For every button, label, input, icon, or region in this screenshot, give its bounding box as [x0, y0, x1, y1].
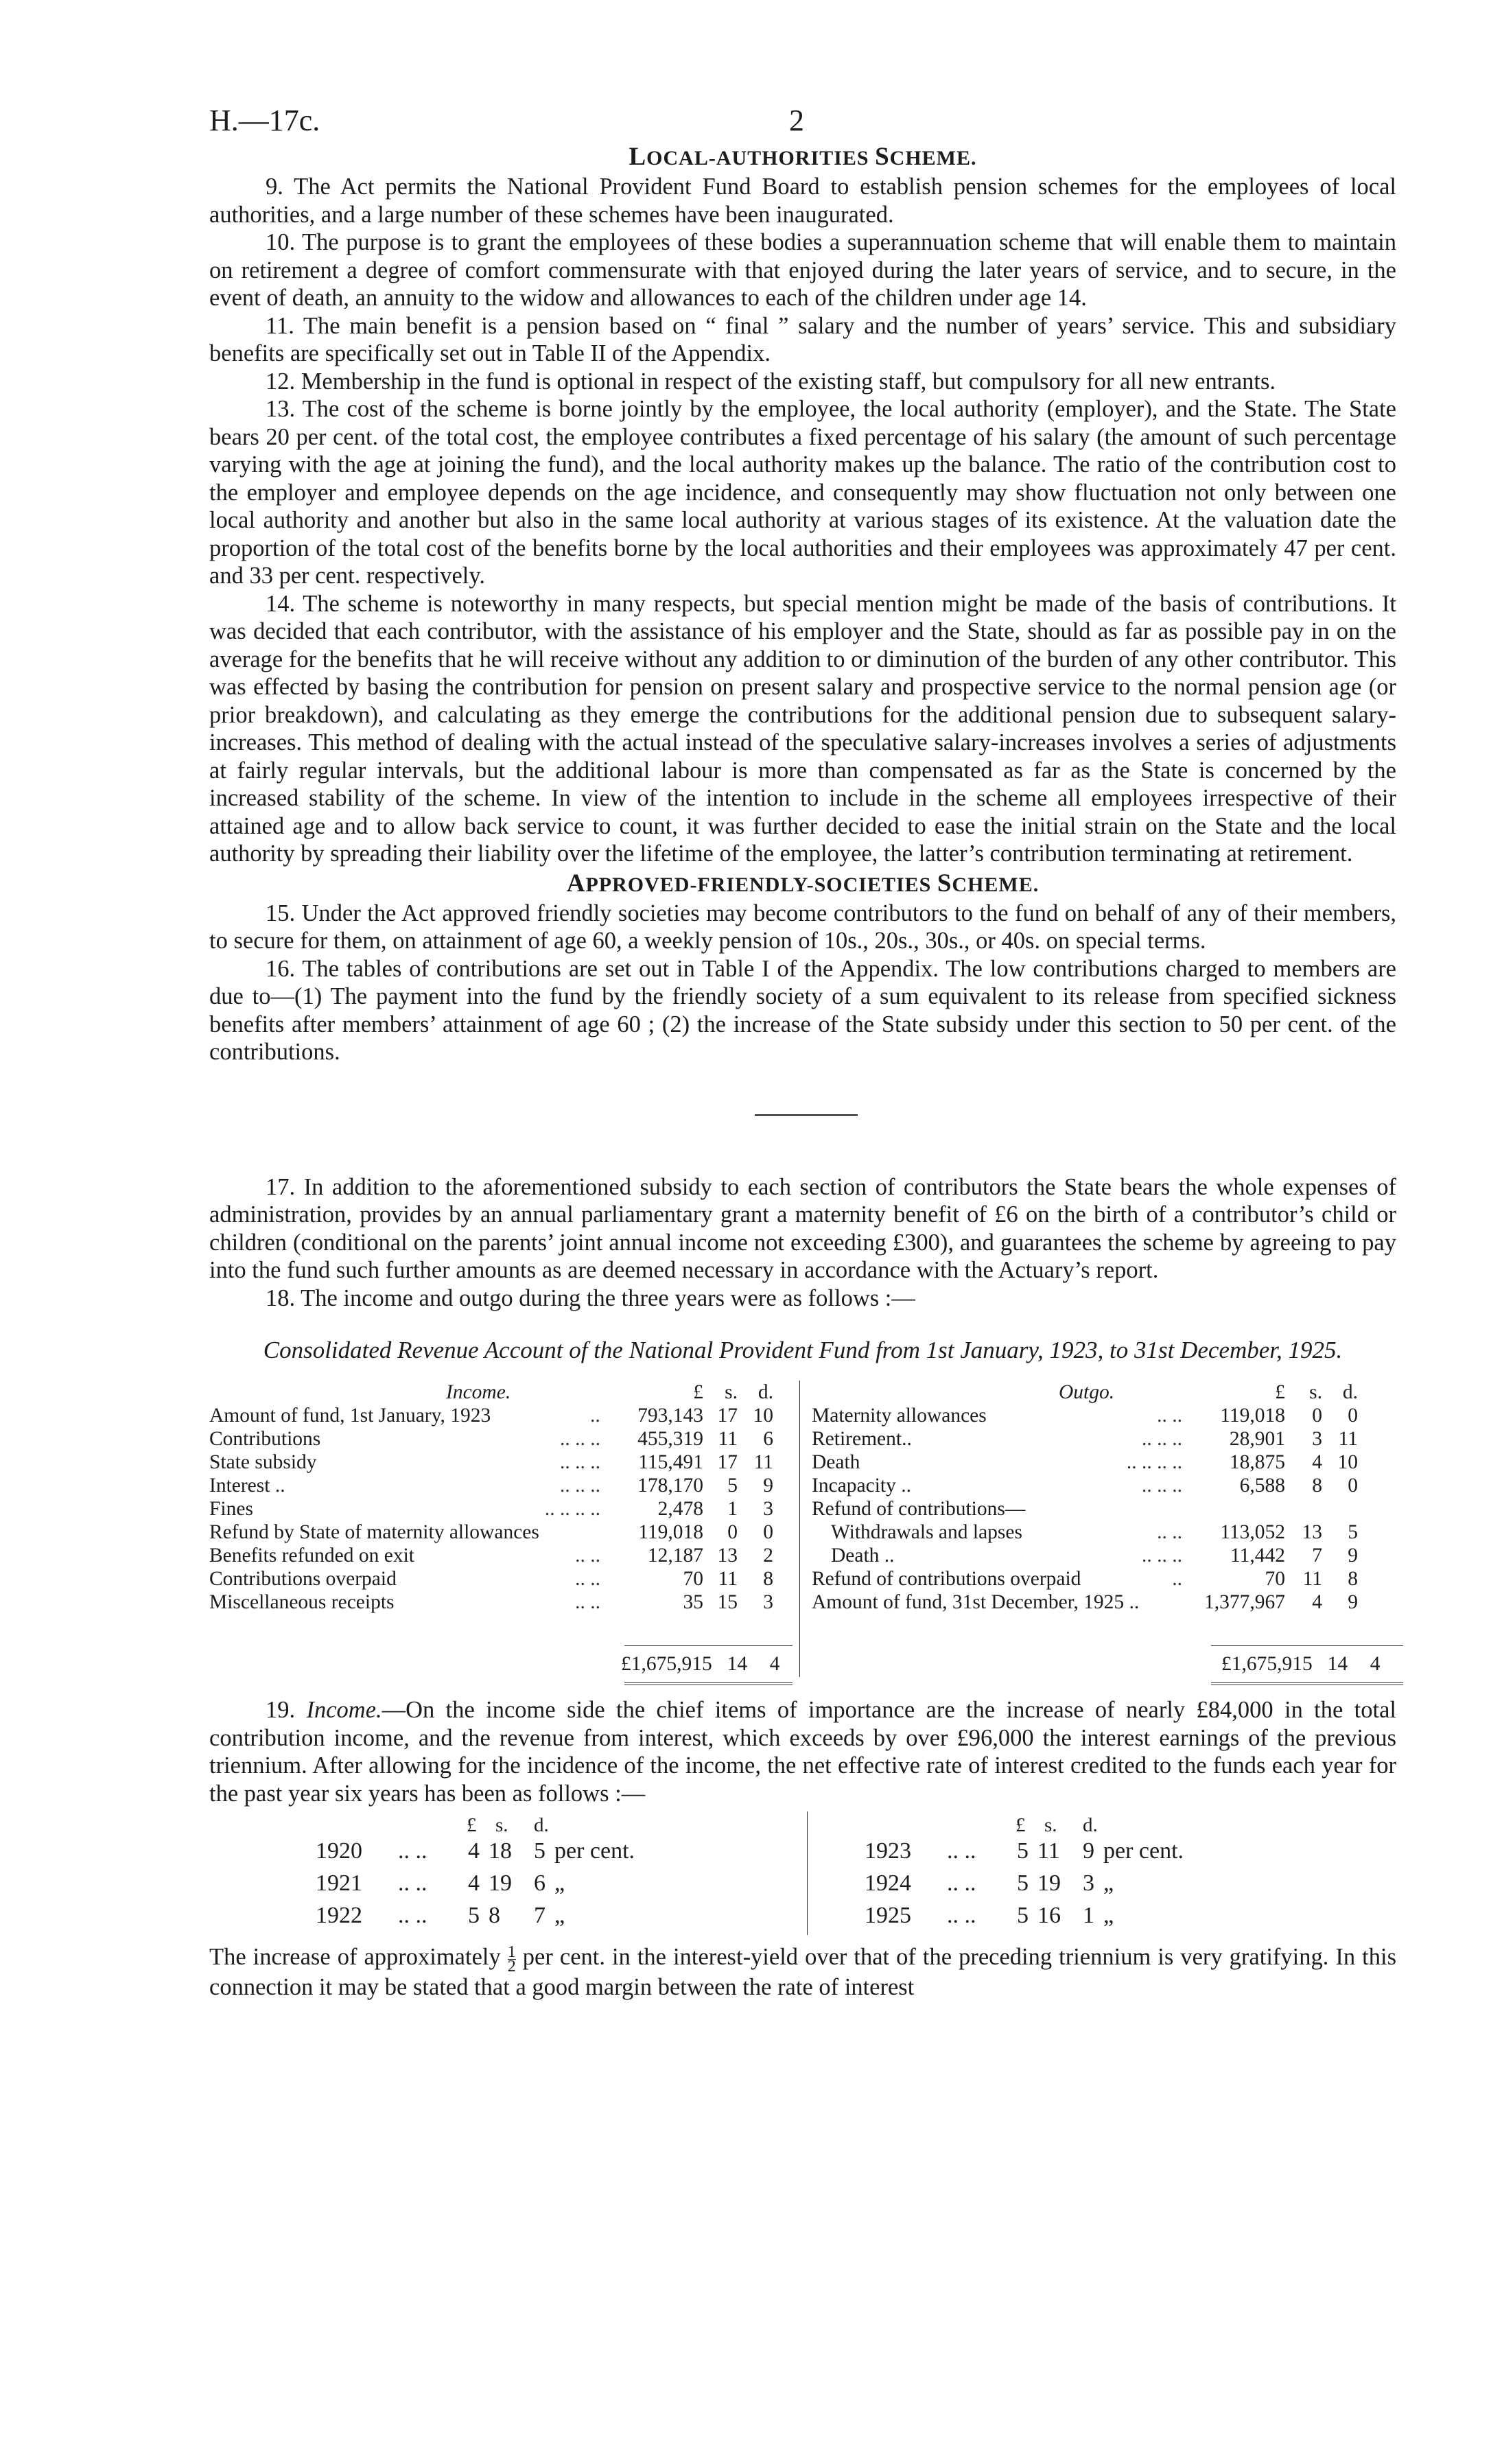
one-half-fraction: $\frac{1}{2}$	[507, 1943, 516, 1975]
income-row	[209, 1474, 793, 1497]
income-shillings: 17	[717, 1405, 738, 1427]
income-label: Fines	[209, 1498, 253, 1520]
income-label: Contributions overpaid	[209, 1568, 397, 1590]
outgo-heading: Outgo.	[1059, 1381, 1115, 1403]
income-total-pounds: £1,675,915	[621, 1653, 712, 1675]
leader-dots: .. .. .. ..	[1126, 1451, 1182, 1473]
income-row	[209, 1404, 793, 1427]
outgo-row	[812, 1404, 1402, 1427]
outgo-row	[812, 1427, 1402, 1451]
income-label: Benefits refunded on exit	[209, 1545, 415, 1567]
outgo-double-rule	[1211, 1682, 1403, 1687]
outgo-label: Death	[812, 1451, 860, 1473]
income-row	[209, 1591, 793, 1614]
income-pence: 10	[753, 1405, 773, 1427]
income-shillings: 0	[727, 1521, 738, 1543]
income-label: State subsidy	[209, 1451, 317, 1473]
right-rate-pounds: 5	[1017, 1838, 1029, 1864]
outgo-shillings: 11	[1302, 1568, 1322, 1590]
outgo-total-pounds: £1,675,915	[1221, 1653, 1313, 1675]
rate-header-shillings: s.	[1044, 1814, 1057, 1836]
left-rate-shillings: 8	[489, 1903, 500, 1928]
paragraph-16: 16. The tables of contributions are set out in Table I of the Appendix. The low contributions charged to members are due to—(1) The payment into the fund by the friendly society of a sum equivalent to its release from specified sickness benefits after members’ attainment of age 60 ; (2) the increase of the State subsidy under this section to 50 per cent. of the contributions.	[209, 955, 1396, 1065]
right-rate-shillings: 11	[1037, 1838, 1060, 1864]
income-pence: 3	[763, 1498, 773, 1520]
income-pounds: 178,170	[637, 1475, 703, 1497]
income-row	[209, 1521, 793, 1544]
document-reference: H.—17c.	[209, 104, 320, 137]
outgo-pence: 9	[1348, 1545, 1358, 1567]
income-row	[209, 1497, 793, 1521]
page-number: 2	[789, 104, 804, 137]
leader-dots: ..	[590, 1405, 600, 1427]
outgo-pounds: 11,442	[1230, 1545, 1285, 1567]
outgo-pence: 0	[1348, 1405, 1358, 1427]
leader-dots: .. ..	[947, 1838, 976, 1864]
outgo-row	[812, 1544, 1402, 1567]
leader-dots: .. ..	[947, 1870, 976, 1896]
page-header	[209, 82, 1396, 137]
paragraph-9: 9. The Act permits the National Provident Fund Board to establish pension schemes for the employees of local authorities, and a large number of these schemes have been inaugurated.	[209, 174, 1396, 228]
right-rate-unit: „	[1103, 1903, 1114, 1928]
income-shillings: 5	[727, 1475, 738, 1497]
income-total-shillings: 14	[727, 1653, 748, 1675]
pounds-header: £	[693, 1381, 703, 1403]
right-rate-unit: „	[1103, 1870, 1114, 1896]
outgo-row	[812, 1497, 1402, 1521]
outgo-pounds: 119,018	[1220, 1405, 1285, 1427]
outgo-row	[812, 1474, 1402, 1497]
outgo-column	[812, 1381, 1402, 1614]
left-rate-shillings: 19	[489, 1870, 512, 1896]
right-rate-year: 1923	[865, 1838, 911, 1864]
right-rate-pence: 3	[1083, 1870, 1094, 1896]
left-rate-pence: 6	[534, 1870, 545, 1896]
income-shillings: 15	[717, 1591, 738, 1613]
account-caption: Consolidated Revenue Account of the National Provident Fund from 1st January, 1923, to 31st December, 1925.	[263, 1337, 1343, 1363]
leader-dots: .. ..	[575, 1591, 600, 1613]
paragraph-15: 15. Under the Act approved friendly societies may become contributors to the fund on behalf of any of their members, to secure for them, on attainment of age 60, a weekly pension of 10s., 20s., 30s., or 40s. on special terms.	[209, 900, 1396, 954]
outgo-label: Refund of contributions—	[812, 1498, 1026, 1520]
outgo-shillings: 7	[1312, 1545, 1322, 1567]
income-label: Miscellaneous receipts	[209, 1591, 395, 1613]
right-rate-year: 1924	[865, 1870, 911, 1896]
paragraph-10: 10. The purpose is to grant the employees of these bodies a superannuation scheme that will enable them to maintain on retirement a degree of comfort commensurate with that enjoyed during the later years of service, and to secure, in the event of death, an annuity to the widow and allowances to each of the children under age 14.	[209, 229, 1396, 311]
income-shillings: 1	[727, 1498, 738, 1520]
right-rate-shillings: 19	[1037, 1870, 1061, 1896]
outgo-label: Retirement..	[812, 1428, 912, 1450]
left-rate-year: 1920	[316, 1838, 362, 1864]
outgo-pounds: 28,901	[1229, 1428, 1285, 1450]
section-heading-local-authorities: LOCAL-AUTHORITIES SCHEME.	[629, 143, 977, 171]
income-label: Contributions	[209, 1428, 321, 1450]
leader-dots: .. .. ..	[1142, 1428, 1182, 1450]
pence-header: d.	[758, 1381, 773, 1403]
outgo-total-rule	[1211, 1645, 1403, 1646]
paragraph-12: 12. Membership in the fund is optional in respect of the existing staff, but compulsory for all new entrants.	[266, 368, 1276, 395]
income-pounds: 12,187	[647, 1545, 703, 1567]
outgo-shillings: 4	[1312, 1591, 1322, 1613]
left-rate-year: 1922	[316, 1903, 362, 1928]
interest-rates-table	[209, 1811, 1396, 1935]
leader-dots: .. ..	[398, 1903, 427, 1928]
leader-dots: .. .. ..	[560, 1475, 600, 1497]
outgo-row	[812, 1521, 1402, 1544]
outgo-pence: 8	[1348, 1568, 1358, 1590]
outgo-label: Amount of fund, 31st December, 1925 ..	[812, 1591, 1140, 1613]
leader-dots: .. ..	[398, 1838, 427, 1864]
income-shillings: 11	[718, 1428, 738, 1450]
outgo-pounds: 6,588	[1239, 1475, 1285, 1497]
outgo-row	[812, 1451, 1402, 1474]
outgo-shillings: 13	[1302, 1521, 1322, 1543]
leader-dots: .. .. ..	[1142, 1475, 1182, 1497]
leader-dots: .. .. ..	[560, 1428, 600, 1450]
income-heading: Income.	[446, 1381, 511, 1403]
income-pounds: 793,143	[637, 1405, 703, 1427]
outgo-pounds: 18,875	[1229, 1451, 1285, 1473]
shillings-header: s.	[725, 1381, 738, 1403]
outgo-shillings: 4	[1312, 1451, 1322, 1473]
shillings-header: s.	[1309, 1381, 1322, 1403]
rate-header-shillings: s.	[495, 1814, 508, 1836]
leader-dots: .. ..	[398, 1870, 427, 1896]
leader-dots: .. ..	[947, 1903, 976, 1928]
outgo-pounds: 70	[1265, 1568, 1285, 1590]
outgo-pence: 5	[1348, 1521, 1358, 1543]
left-rate-shillings: 18	[489, 1838, 512, 1864]
outgo-label: Death ..	[831, 1545, 895, 1567]
outgo-total-pence: 4	[1370, 1653, 1381, 1675]
rate-header-pounds: £	[467, 1814, 477, 1836]
outgo-label: Withdrawals and lapses	[831, 1521, 1022, 1543]
left-rate-year: 1921	[316, 1870, 362, 1896]
right-rate-pence: 1	[1083, 1903, 1094, 1928]
outgo-pence: 0	[1348, 1475, 1358, 1497]
income-total	[621, 1653, 780, 1676]
outgo-row	[812, 1591, 1402, 1614]
outgo-label: Maternity allowances	[812, 1405, 987, 1427]
right-rate-pounds: 5	[1017, 1903, 1029, 1928]
left-rate-unit: „	[554, 1903, 565, 1928]
section-divider-rule	[755, 1114, 858, 1116]
rate-header-pence: d.	[1083, 1814, 1098, 1836]
left-rate-pounds: 4	[468, 1838, 480, 1864]
income-pounds: 35	[683, 1591, 703, 1613]
leader-dots: .. ..	[1157, 1405, 1182, 1427]
outgo-label: Refund of contributions overpaid	[812, 1568, 1081, 1590]
outgo-shillings: 3	[1312, 1428, 1322, 1450]
income-row	[209, 1427, 793, 1451]
income-pence: 2	[763, 1545, 773, 1567]
leader-dots: .. .. .. ..	[544, 1498, 600, 1520]
income-label: Amount of fund, 1st January, 1923	[209, 1405, 491, 1427]
income-total-rule	[624, 1645, 793, 1646]
income-shillings: 11	[718, 1568, 738, 1590]
rate-header-pounds: £	[1015, 1814, 1026, 1836]
outgo-shillings: 0	[1312, 1405, 1322, 1427]
outgo-pence: 11	[1338, 1428, 1358, 1450]
left-rate-pence: 7	[534, 1903, 545, 1928]
document-page	[209, 82, 1396, 2001]
right-rate-unit: per cent.	[1103, 1838, 1184, 1864]
income-label: Refund by State of maternity allowances	[209, 1521, 539, 1543]
income-row	[209, 1544, 793, 1567]
income-pounds: 2,478	[657, 1498, 703, 1520]
leader-dots: .. .. ..	[560, 1451, 600, 1473]
right-rate-pounds: 5	[1017, 1870, 1029, 1896]
income-pounds: 455,319	[637, 1428, 703, 1450]
income-row	[209, 1451, 793, 1474]
paragraph-17: 17. In addition to the aforementioned subsidy to each section of contributors the State bears the whole expenses of administration, provides by an annual parliamentary grant a maternity benefit of £6 on the birth of a contributor’s child or children (conditional on the parents’ joint annual income not exceeding £300), and guarantees the scheme by agreeing to pay into the fund such further amounts as are deemed necessary in accordance with the Actuary’s report.	[209, 1173, 1396, 1283]
income-shillings: 17	[717, 1451, 738, 1473]
left-rate-unit: per cent.	[554, 1838, 635, 1864]
right-rate-pence: 9	[1083, 1838, 1094, 1864]
income-total-pence: 4	[769, 1653, 780, 1675]
income-column	[209, 1381, 793, 1614]
leader-dots: .. .. ..	[1142, 1545, 1182, 1567]
income-pence: 3	[763, 1591, 773, 1613]
closing-paragraph: The increase of approximately $\frac{1}{2}$ per cent. in the interest-yield over that of the preceding triennium is very gratifying. In this connection it may be stated that a good margin between the rate of interest	[209, 1943, 1396, 2000]
right-rate-year: 1925	[865, 1903, 911, 1928]
left-rate-pence: 5	[534, 1838, 545, 1864]
leader-dots: .. ..	[575, 1568, 600, 1590]
paragraph-18: 18. The income and outgo during the three years were as follows :—	[266, 1284, 915, 1311]
outgo-shillings: 8	[1312, 1475, 1322, 1497]
leader-dots: .. ..	[575, 1545, 600, 1567]
paragraph-13: 13. The cost of the scheme is borne jointly by the employee, the local authority (employer), and the State. The State bears 20 per cent. of the total cost, the employee contributes a fixed percentage of his salary (the amount of such percentage varying with the age at joining the fund), and the local authority makes up the balance. The ratio of the contribution cost to the employer and employee depends on the age incidence, and consequently may show fluctuation not only between one local authority and another but also in the same local authority at various stages of its existence. At the valuation date the proportion of the total cost of the benefits borne by the local authorities and their employees was approximately 47 per cent. and 33 per cent. respectively.	[209, 396, 1396, 589]
paragraph-19: 19. Income.—On the income side the chief items of importance are the increase of nearly £84,000 in the total contribution income, and the revenue from interest, which exceeds by over £96,000 the interest earnings of the previous triennium. After allowing for the incidence of the income, the net effective rate of interest credited to the funds each year for the past year six years has been as follows :—	[209, 1697, 1396, 1807]
paragraph-11: 11. The main benefit is a pension based on “ final ” salary and the number of years’ service. This and subsidiary benefits are specifically set out in Table II of the Appendix.	[209, 312, 1396, 366]
section-heading-friendly-societies: APPROVED-FRIENDLY-SOCIETIES SCHEME.	[566, 869, 1040, 897]
pounds-header: £	[1275, 1381, 1285, 1403]
outgo-total-shillings: 14	[1327, 1653, 1348, 1675]
outgo-pence: 9	[1348, 1591, 1358, 1613]
income-pence: 0	[763, 1521, 773, 1543]
left-rate-pounds: 4	[468, 1870, 480, 1896]
income-pence: 11	[753, 1451, 773, 1473]
outgo-row	[812, 1567, 1402, 1591]
left-rate-unit: „	[554, 1870, 565, 1896]
rate-header-pence: d.	[534, 1814, 549, 1836]
outgo-pence: 10	[1337, 1451, 1358, 1473]
income-label: Interest ..	[209, 1475, 285, 1497]
leader-dots: ..	[1172, 1568, 1182, 1590]
paragraph-14: 14. The scheme is noteworthy in many respects, but special mention might be made of the basis of contributions. It was decided that each contributor, with the assistance of his employer and the State, should as far as possible pay in on the average for the benefits that he will receive without any addition to or diminution of the burden of any other contributor. This was effected by basing the contribution for pension on present salary and prospective service to the normal pension age (or prior breakdown), and calculating as they emerge the contributions for the additional pension due to subsequent salary-increases. This method of dealing with the actual instead of the speculative salary-increases involves a series of adjustments at fairly regular intervals, but the additional labour is more than compensated as far as the State is concerned by the increased stability of the scheme. In view of the intention to include in the scheme all employees irrespective of their attained age and to allow back service to count, it was further decided to ease the initial strain on the State and the local authority by spreading their liability over the lifetime of the employee, the latter’s contribution terminating at retirement.	[209, 590, 1396, 867]
income-pence: 6	[763, 1428, 773, 1450]
income-pounds: 119,018	[638, 1521, 703, 1543]
income-pence: 8	[763, 1568, 773, 1590]
income-pounds: 115,491	[638, 1451, 703, 1473]
income-shillings: 13	[717, 1545, 738, 1567]
leader-dots: .. ..	[1157, 1521, 1182, 1543]
revenue-account-table	[209, 1381, 1396, 1682]
account-column-divider	[799, 1381, 800, 1677]
outgo-pounds: 113,052	[1220, 1521, 1285, 1543]
left-rate-pounds: 5	[468, 1903, 480, 1928]
outgo-pounds: 1,377,967	[1204, 1591, 1285, 1613]
income-row	[209, 1567, 793, 1591]
income-pounds: 70	[683, 1568, 703, 1590]
income-double-rule	[624, 1682, 793, 1687]
outgo-total	[1221, 1653, 1381, 1676]
income-pence: 9	[763, 1475, 773, 1497]
right-rate-shillings: 16	[1037, 1903, 1061, 1928]
rates-column-divider	[807, 1811, 808, 1935]
outgo-label: Incapacity ..	[812, 1475, 911, 1497]
pence-header: d.	[1342, 1381, 1358, 1403]
